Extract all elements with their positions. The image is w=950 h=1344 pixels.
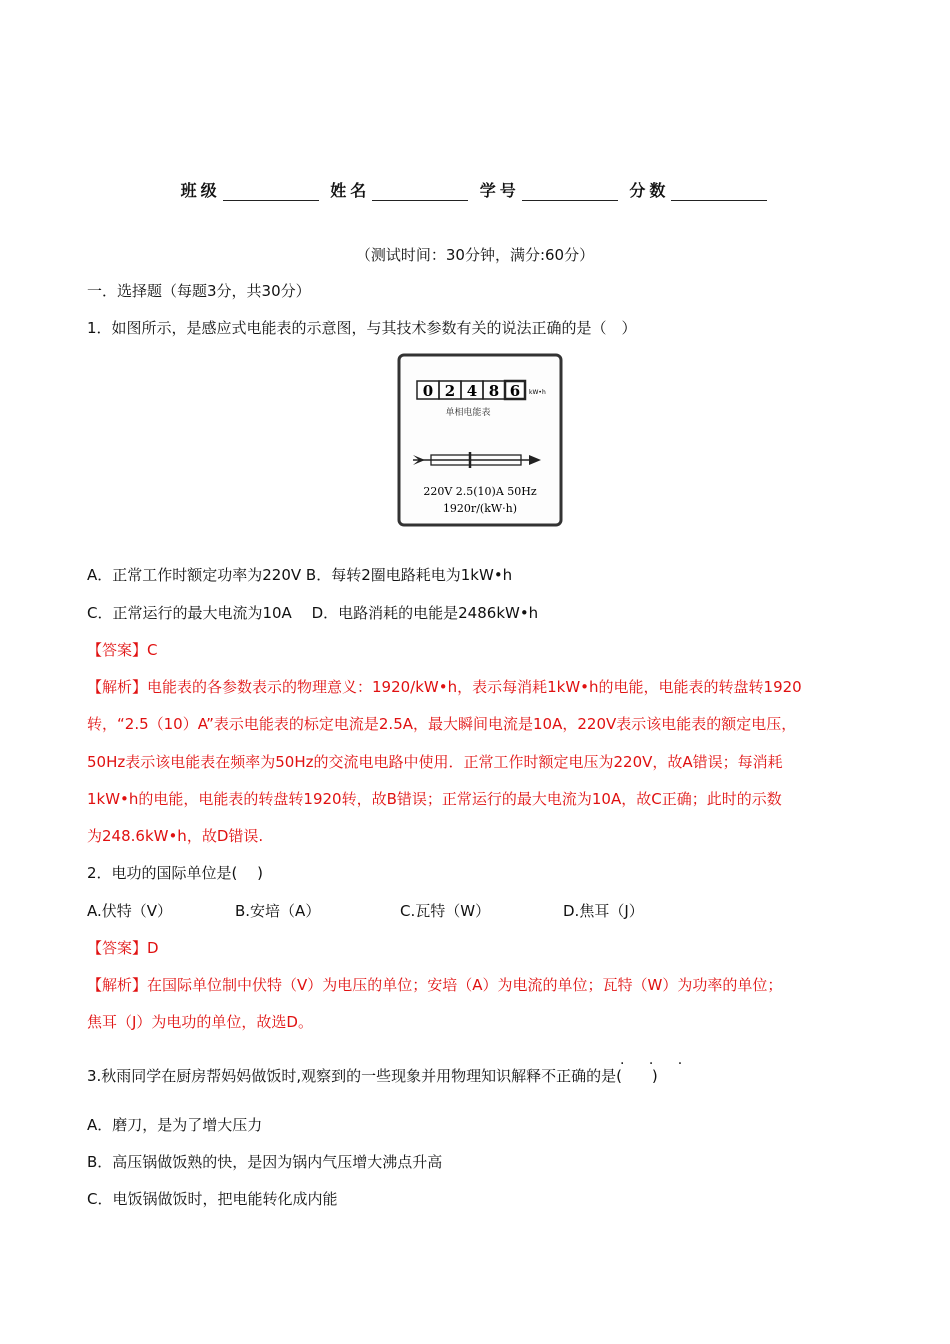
- name-label: 姓名: [330, 181, 371, 200]
- q3-option-c: C．电饭锅做饭时，把电能转化成内能: [87, 1190, 338, 1208]
- meter-spec-line2: 1920r/(kW·h): [442, 502, 518, 515]
- class-blank[interactable]: [223, 182, 319, 201]
- q1-analysis-line: 50Hz表示该电能表在频率为50Hz的交流电电路中使用．正常工作时额定电压为220V，故A错误；每消耗: [87, 753, 783, 771]
- q2-stem: 2．电功的国际单位是( ): [87, 864, 264, 882]
- q2-option-a: A.伏特（V）: [87, 902, 173, 920]
- q2-option-c: C.瓦特（W）: [400, 902, 491, 920]
- class-label: 班级: [180, 181, 221, 200]
- q1-analysis-line: 1kW•h的电能，电能表的转盘转1920转，故B错误；正常运行的最大电流为10A，故C正确；此时的示数: [87, 790, 782, 808]
- electric-meter-figure: [395, 352, 565, 528]
- student-id-blank[interactable]: [522, 182, 618, 201]
- meter-unit: kW•h: [529, 389, 546, 396]
- student-info-header: [0, 178, 950, 201]
- q1-analysis-line: 为248.6kW•h，故D错误.: [87, 827, 264, 845]
- q3-option-b: B．高压锅做饭熟的快，是因为锅内气压增大沸点升高: [87, 1153, 443, 1171]
- meter-spec-line1: 220V 2.5(10)A 50Hz: [423, 485, 537, 498]
- student-id-label: 学号: [479, 181, 520, 200]
- q2-analysis-line: 【解析】在国际单位制中伏特（V）为电压的单位；安培（A）为电流的单位；瓦特（W）为功率的单位；: [87, 976, 783, 994]
- q1-options-line2: C．正常运行的最大电流为10A D．电路消耗的电能是2486kW•h: [87, 604, 539, 622]
- q2-option-d: D.焦耳（J）: [563, 902, 644, 920]
- meter-digit: 2: [444, 382, 456, 400]
- q1-options-line1: A．正常工作时额定功率为220V B．每转2圈电路耗电为1kW•h: [87, 566, 513, 584]
- q1-stem: 1．如图所示，是感应式电能表的示意图，与其技术参数有关的说法正确的是（ ）: [87, 319, 637, 337]
- exam-info: （测试时间：30分钟，满分:60分）: [355, 246, 595, 264]
- meter-digit: 8: [488, 382, 500, 400]
- meter-digit: 6: [509, 382, 521, 400]
- q2-option-b: B.安培（A）: [235, 902, 321, 920]
- meter-digit: 4: [466, 382, 478, 400]
- q1-analysis-line: 【解析】电能表的各参数表示的物理意义：1920/kW•h，表示每消耗1kW•h的电能，电能表的转盘转1920: [87, 678, 802, 696]
- emphasis-dots: . . .: [620, 1052, 693, 1068]
- q1-analysis-line: 转，“2.5（10）A”表示电能表的标定电流是2.5A，最大瞬间电流是10A，220V表示该电能表的额定电压，: [87, 715, 797, 733]
- name-blank[interactable]: [372, 182, 468, 201]
- q3-stem: 3.秋雨同学在厨房帮妈妈做饭时,观察到的一些现象并用物理知识解释不正确的是( ): [87, 1067, 658, 1085]
- section-title: 一．选择题（每题3分，共30分）: [87, 282, 311, 300]
- score-label: 分数: [629, 181, 670, 200]
- q1-answer: 【答案】C: [87, 641, 158, 659]
- q2-answer: 【答案】D: [87, 939, 159, 957]
- score-blank[interactable]: [671, 182, 767, 201]
- q2-analysis-line: 焦耳（J）为电功的单位，故选D。: [87, 1013, 313, 1031]
- meter-digit: 0: [422, 382, 434, 400]
- q3-option-a: A．磨刀，是为了增大压力: [87, 1116, 263, 1134]
- meter-name: 单相电能表: [445, 408, 491, 418]
